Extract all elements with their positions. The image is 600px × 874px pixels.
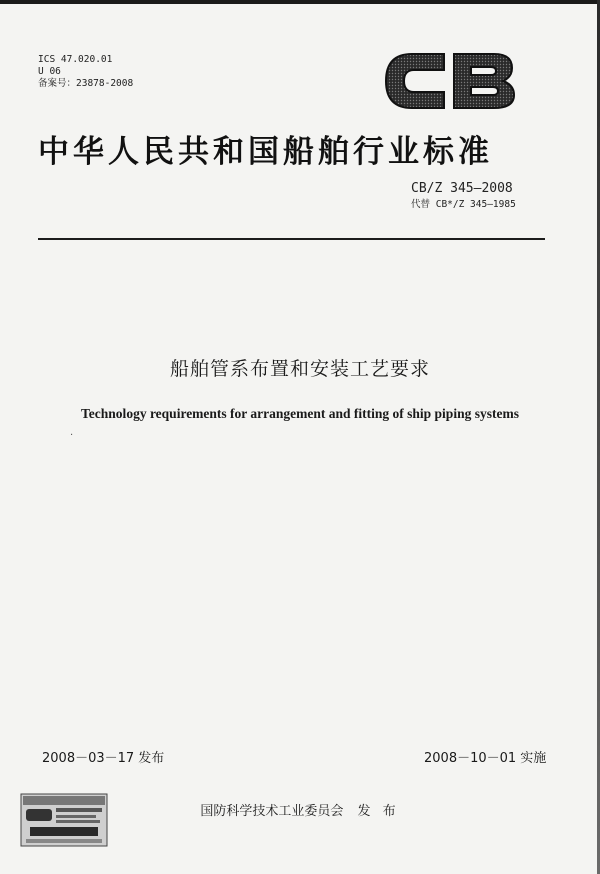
- chinese-title: 船舶管系布置和安装工艺要求: [169, 358, 430, 380]
- implement-date: 2008－10－01 实施: [424, 751, 547, 766]
- english-title: Technology requirements for arrangement and fitting of ship piping systems: [81, 406, 519, 421]
- standard-number: CB/Z 345—2008: [411, 181, 513, 196]
- publisher-action: 发 布: [357, 804, 400, 819]
- scan-speck: ·: [70, 430, 74, 441]
- publisher-line: [0, 800, 600, 819]
- replaces-standard: 代替 CB*/Z 345—1985: [411, 199, 516, 210]
- publish-date: 2008－03－17 发布: [42, 751, 165, 766]
- filing-number: 备案号：23878-2008: [38, 78, 134, 89]
- publisher-name: 国防科学技术工业委员会: [200, 804, 344, 819]
- category-code: U 06: [38, 66, 61, 77]
- ics-code: ICS 47.020.01: [38, 54, 113, 65]
- scan-edge-top: [0, 0, 600, 4]
- main-title: 中华人民共和国船舶行业标准: [38, 134, 493, 170]
- logo-text: CB: [445, 83, 455, 90]
- cb-standard-logo: [382, 48, 518, 114]
- standard-number-block: [411, 180, 551, 212]
- header-divider: [38, 238, 545, 240]
- classification-block: [38, 54, 133, 90]
